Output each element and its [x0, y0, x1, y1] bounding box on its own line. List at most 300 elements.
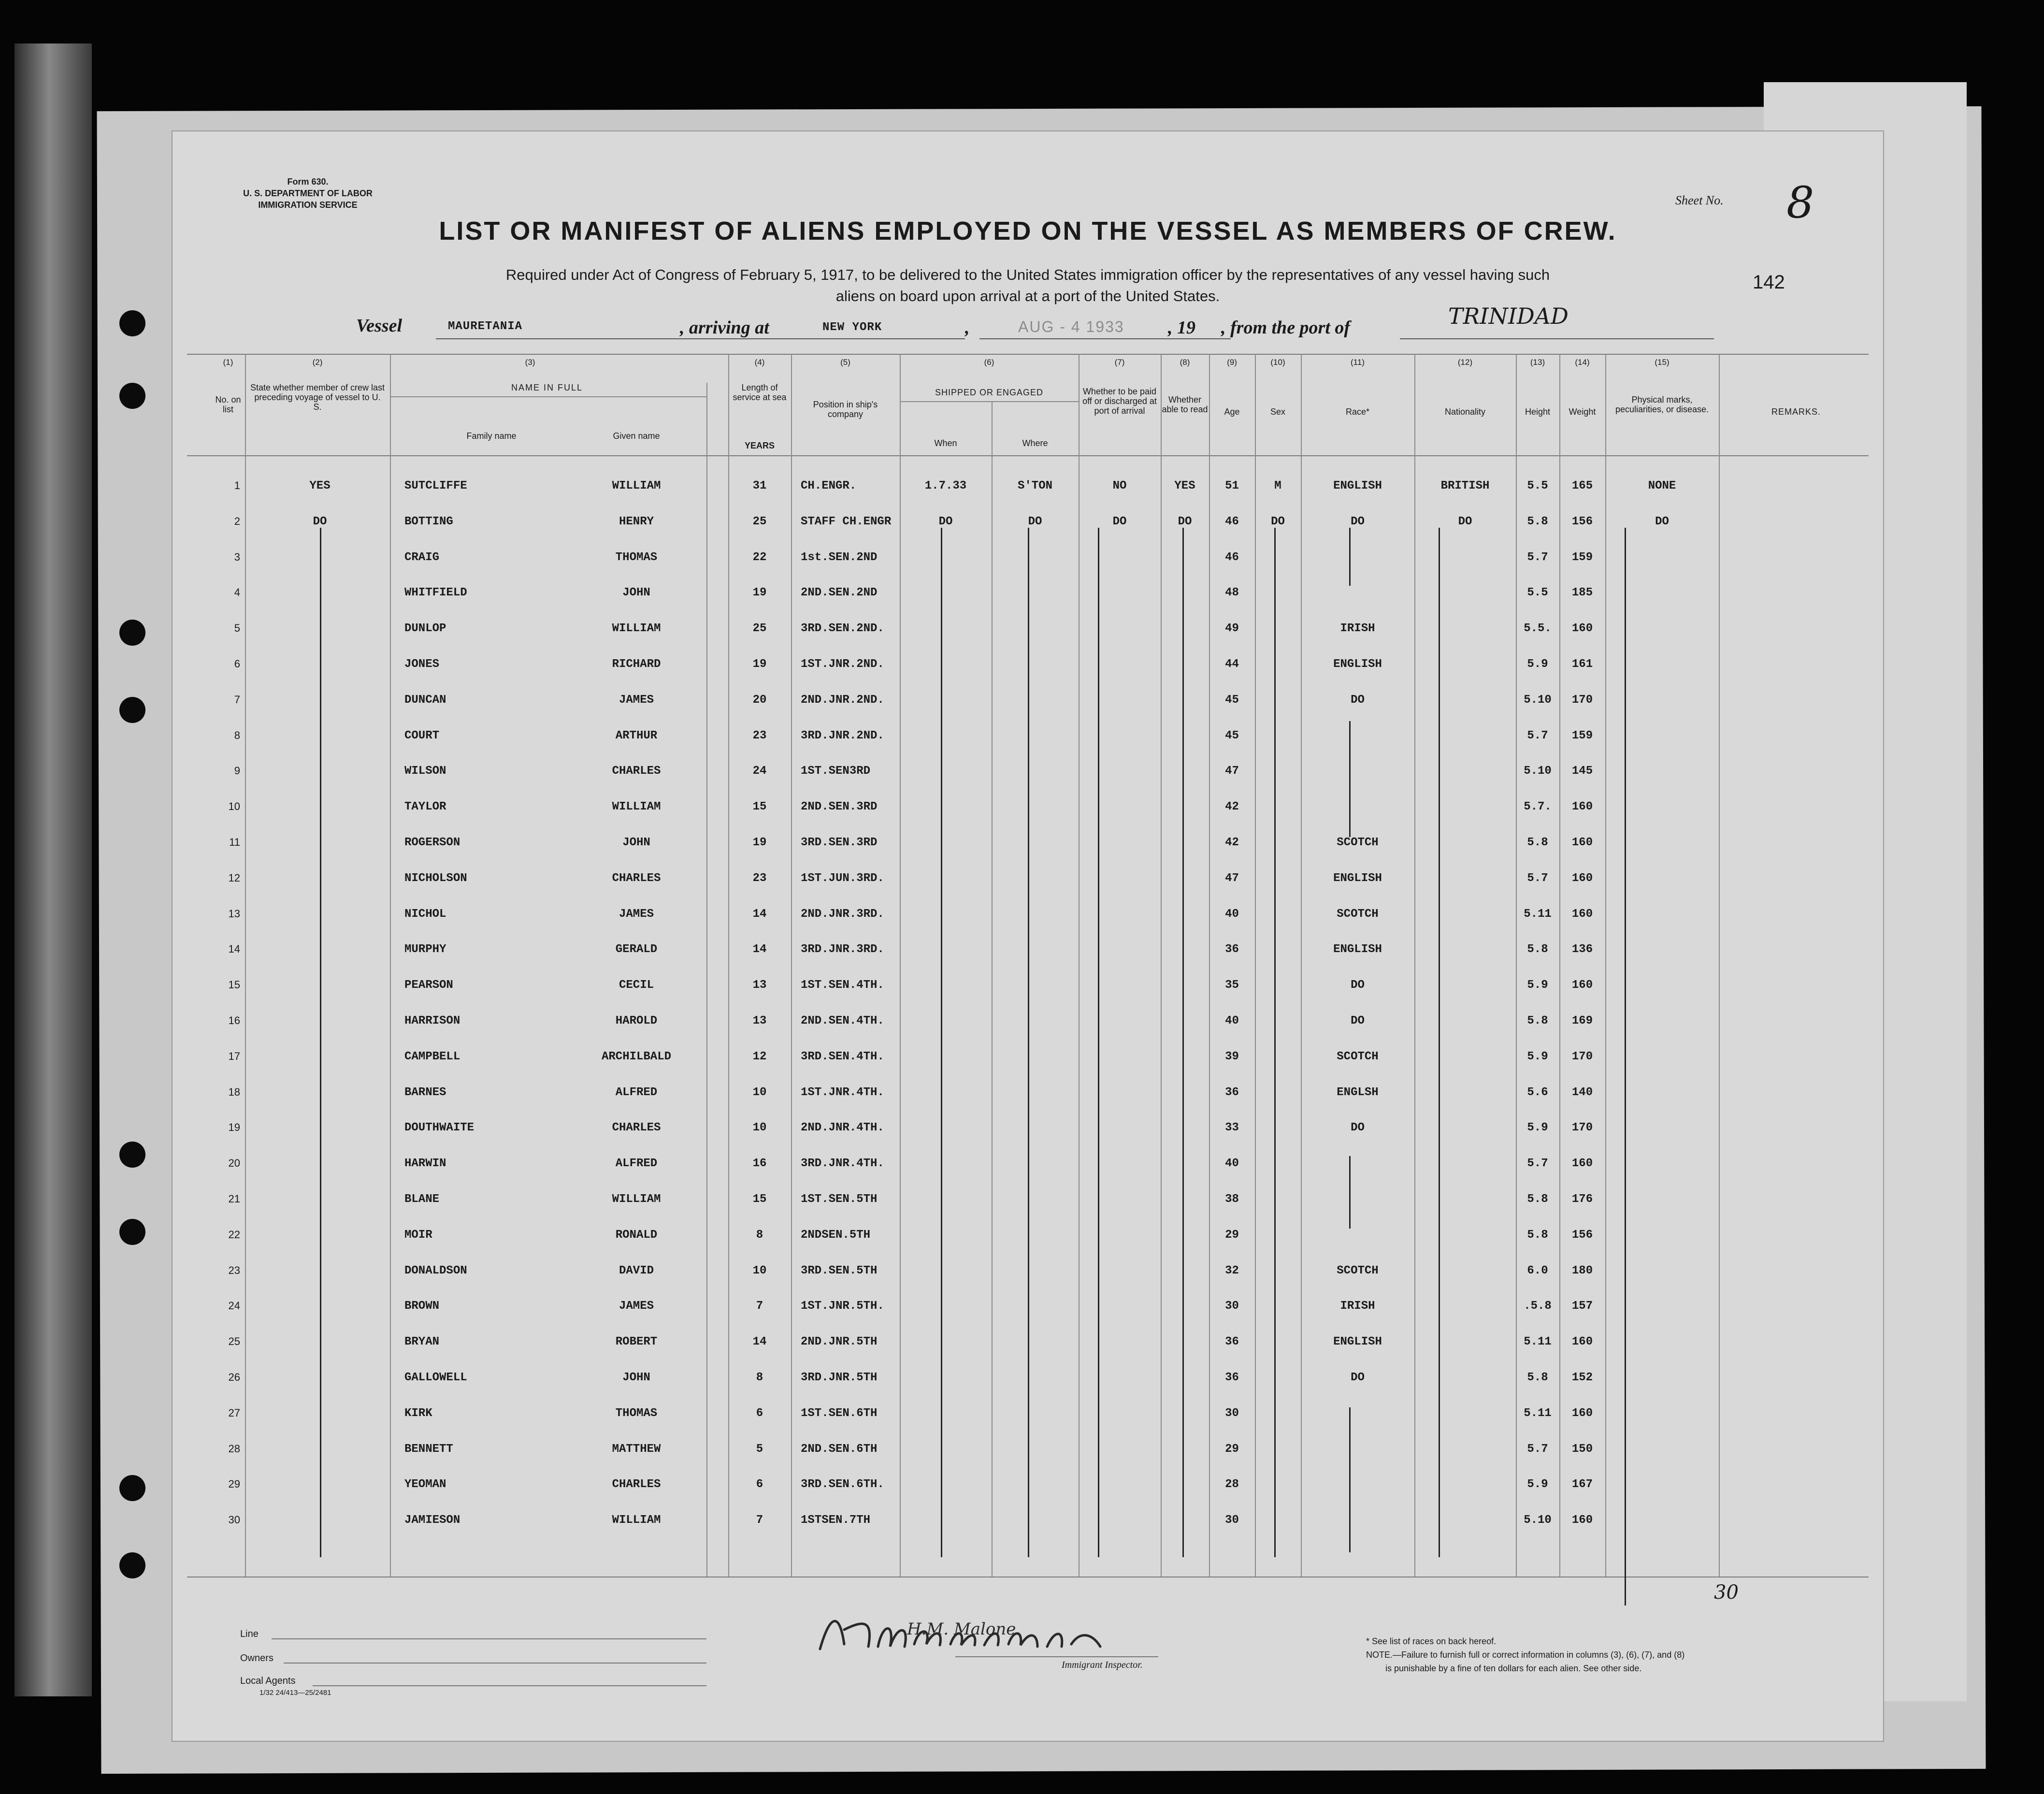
cell-weight: 150: [1571, 1443, 1593, 1456]
cell-age: 47: [1225, 872, 1239, 885]
cell-age: 46: [1225, 551, 1239, 564]
cell-age: 38: [1225, 1193, 1239, 1206]
vessel-name: MAURETANIA: [448, 320, 523, 333]
sheet-label: Sheet No.: [1675, 193, 1724, 207]
cell-years: 25: [752, 515, 767, 528]
cell-given: WILLIAM: [612, 622, 661, 635]
punch-hole: [119, 383, 145, 409]
col-num: (8): [1180, 358, 1190, 367]
cell-age: 42: [1225, 836, 1239, 849]
cell-years: 14: [752, 943, 767, 956]
cell-years: 22: [752, 551, 767, 564]
col-num: (12): [1457, 358, 1473, 367]
cell-weight: 156: [1571, 515, 1593, 528]
cell-family: DUNLOP: [404, 622, 446, 635]
cell-weight: 156: [1571, 1229, 1593, 1242]
row-number: 11: [229, 836, 240, 848]
header-shipped: SHIPPED OR ENGAGED: [935, 388, 1044, 397]
print-code: 1/32 24/413—25/2481: [259, 1689, 331, 1697]
col-num: (15): [1655, 358, 1670, 367]
cell-years: 24: [752, 765, 767, 778]
cell-family: DUNCAN: [404, 694, 446, 707]
header-paid-off: Whether to be paid off or discharged at port of arrival: [1082, 387, 1157, 416]
cell-height: 5.11: [1524, 1407, 1552, 1420]
cell-weight: 185: [1571, 586, 1593, 599]
row-number: 18: [228, 1086, 240, 1098]
cell-age: 44: [1225, 658, 1239, 671]
cell-weight: 170: [1571, 694, 1593, 707]
cell-height: 5.8: [1527, 1193, 1548, 1206]
cell-years: 19: [752, 586, 767, 599]
cell-height: 5.10: [1524, 1514, 1552, 1527]
cell-given: WILLIAM: [612, 800, 661, 813]
punch-hole: [119, 1142, 145, 1168]
punch-hole: [119, 1475, 145, 1501]
cell-years: 6: [756, 1478, 763, 1491]
cell-years: 7: [756, 1300, 763, 1313]
cell-position: 1ST.JUN.3RD.: [801, 872, 884, 885]
cell-age: 36: [1225, 1371, 1239, 1384]
cell-given: WILLIAM: [612, 479, 661, 492]
cell-years: 13: [752, 1014, 767, 1027]
document-subtitle: [317, 264, 1738, 307]
cell-position: 1ST.JNR.5TH.: [801, 1300, 884, 1313]
cell-given: RONALD: [615, 1229, 658, 1242]
cell-weight: 165: [1571, 479, 1593, 492]
cell-weight: 170: [1571, 1121, 1593, 1134]
cell-paid: NO: [1112, 479, 1127, 492]
header-given-name: Given name: [613, 431, 660, 441]
from-port-label: , from the port of: [1221, 318, 1351, 338]
cell-race: ENGLISH: [1333, 872, 1382, 885]
cell-given: ARCHILBALD: [601, 1050, 672, 1063]
col-num: (10): [1270, 358, 1285, 367]
cell-race: ENGLISH: [1333, 479, 1382, 492]
cell-years: 23: [752, 729, 767, 742]
cell-family: COURT: [404, 729, 440, 742]
row-number: 17: [228, 1050, 240, 1062]
cell-family: JONES: [404, 658, 440, 671]
cell-height: 5.8: [1527, 1229, 1548, 1242]
header-service: Length of service at sea: [733, 383, 787, 402]
cell-height: 5.7: [1527, 1157, 1548, 1170]
cell-family: SUTCLIFFE: [404, 479, 467, 492]
year-label: , 19: [1168, 318, 1195, 338]
cell-position: 1ST.SEN.4TH.: [801, 979, 884, 992]
cell-height: 5.5.: [1524, 622, 1552, 635]
cell-height: 5.7: [1527, 872, 1548, 885]
cell-position: 2ND.JNR.3RD.: [801, 908, 884, 921]
cell-years: 10: [752, 1264, 767, 1277]
cell-age: 47: [1225, 765, 1239, 778]
binder-edge: [14, 43, 92, 1696]
cell-given: GERALD: [615, 943, 658, 956]
cell-given: HENRY: [619, 515, 654, 528]
cell-age: 35: [1225, 979, 1239, 992]
cell-position: 3RD.JNR.2ND.: [801, 729, 884, 742]
page-number: 142: [1753, 272, 1785, 293]
cell-position: 1ST.SEN3RD: [801, 765, 871, 778]
from-port: TRINIDAD: [1448, 303, 1569, 329]
cell-height: 5.9: [1527, 1121, 1548, 1134]
cell-position: CH.ENGR.: [801, 479, 857, 492]
cell-weight: 159: [1571, 551, 1593, 564]
cell-age: 48: [1225, 586, 1239, 599]
cell-family: ROGERSON: [404, 836, 461, 849]
arriving-port: NEW YORK: [822, 321, 882, 334]
cell-position: 2NDSEN.5TH: [801, 1229, 871, 1242]
col-num: (6): [984, 358, 994, 367]
row-number: 24: [228, 1300, 240, 1312]
cell-race: SCOTCH: [1337, 908, 1379, 921]
cell-race: ENGLSH: [1337, 1086, 1379, 1099]
cell-nat: BRITISH: [1440, 479, 1490, 492]
header-name: NAME IN FULL: [511, 383, 583, 392]
local-agents-label: Local Agents: [240, 1676, 296, 1686]
cell-age: 36: [1225, 1335, 1239, 1348]
cell-height: 5.7: [1527, 1443, 1548, 1456]
cell-height: 6.0: [1527, 1264, 1548, 1277]
service: IMMIGRATION SERVICE: [258, 200, 358, 210]
cell-height: 5.9: [1527, 1478, 1548, 1491]
cell-age: 46: [1225, 515, 1239, 528]
cell-weight: 160: [1571, 1514, 1593, 1527]
cell-position: 2ND.SEN.4TH.: [801, 1014, 884, 1027]
row-number: 13: [228, 908, 240, 920]
col-num: (1): [223, 358, 233, 367]
cell-given: CHARLES: [612, 1121, 661, 1134]
row-number: 25: [228, 1335, 240, 1347]
cell-prev: YES: [309, 479, 331, 492]
cell-height: 5.7: [1527, 551, 1548, 564]
vessel-label: Vessel: [356, 316, 402, 336]
cell-given: THOMAS: [615, 1407, 658, 1420]
cell-given: HAROLD: [615, 1014, 658, 1027]
cell-position: 1ST.JNR.2ND.: [801, 658, 884, 671]
row-number: 30: [228, 1514, 240, 1526]
inspector-signature: [810, 1601, 1120, 1664]
cell-position: 3RD.JNR.5TH: [801, 1371, 878, 1384]
cell-position: 2ND.SEN.3RD: [801, 800, 878, 813]
cell-race: IRISH: [1340, 622, 1375, 635]
row-number: 2: [234, 515, 240, 527]
cell-family: DONALDSON: [404, 1264, 467, 1277]
cell-prev: DO: [313, 515, 327, 528]
manifest-sheet: Form 630. U. S. DEPARTMENT OF LABOR IMMIGRATION SERVICE Sheet No. 8 LIST OR MANIFEST OF ALIENS EMPLOYED ON THE VESSEL AS MEMBERS OF CREW. Required under Act of Congress of February 5, 1917, to be delivered to the United States immigration officer by the representatives of any vessel having such aliens on board upon arrival at a port of the United States. 142 Vessel MAURETANIA , arriving at NEW YORK , AUG - 4 1933 , 19 , from the port of TRINIDAD (1) (2) (3) (4) (5) (6) (7) (8) (9) (10) (11) (12) (13) (14) (15) No. on list State whether member of crew last preceding voyage of vessel to U. S. NAME IN FULL Family name Given name Length of service at sea YEARS Position in ship's company SHIPPED OR ENGAGED When Where Whether to be paid off or discharged at port of arrival Whether able to read Age Sex Race* Nationality Height Weight Physical marks, peculiarities, or disease. REMARKS. 1 YES SUTCLIFFE WILLIAM 31 CH.ENGR. 1.7.33 S'TON NO YES 51 M ENGLISH BRITISH 5.5 165 NONE 2 DO BOTTING HENRY 25 STAFF CH.ENGR DO DO DO DO 46 DO DO DO 5.8 156 DO 3 CRAIG THOMAS 22 1st.SEN.2ND 46 5.7 159 4 WHITFIELD JOHN 19 2ND.SEN.2ND 48 5.5 185 5 DUNLOP WILLIAM 25 3RD.SEN.2ND. 49 IRISH 5.5. 160 6 JONES RICHARD 19 1ST.JNR.2ND. 44 ENGLISH 5.9 161 7 DUNCAN JAMES 20 2ND.JNR.2ND. 45 DO 5.10 170 8 COURT ARTHUR 23 3RD.JNR.2ND. 45 5.7 159 9 WILSON CHARLES 24 1ST.SEN3RD 47 5.10 145 10 TAYLOR WILLIAM 15 2ND.SEN.3RD 42 5.7. 160 11 ROGERSON JOHN 19 3RD.SEN.3RD 42 SCOTCH 5.8 160 12 NICHOLSON CHARLES 23 1ST.JUN.3RD. 47 ENGLISH 5.7 160 13 NICHOL JAMES 14 2ND.JNR.3RD. 40 SCOTCH 5.11 160 14 MURPHY GERALD 14 3RD.JNR.3RD. 36 ENGLISH 5.8 136 15 PEARSON CECIL 13 1ST.SEN.4TH. 35 DO 5.9 160 16 HARRISON HAROLD 13 2ND.SEN.4TH. 40 DO 5.8 169 17 CAMPBELL ARCHILBALD 12 3RD.SEN.4TH. 39 SCOTCH 5.9 170 18 BARNES ALFRED 10 1ST.JNR.4TH. 36 ENGLSH 5.6 140 19 DOUTHWAITE CHARLES 10 2ND.JNR.4TH. 33 DO 5.9 170 20 HARWIN ALFRED 16 3RD.JNR.4TH. 40 5.7 160 21 BLANE WILLIAM 15 1ST.SEN.5TH 38 5.8 176 22 MOIR RONALD 8 2NDSEN.5TH 29 5.8 156 23 DONALDSON DAVID 10 3RD.SEN.5TH 32 SCOTCH 6.0 180 24 BROWN JAMES 7 1ST.JNR.5TH. 30 IRISH .5.8 157 25 BRYAN ROBERT 14 2ND.JNR.5TH 36 ENGLISH 5.11 160 26 GALLOWELL JOHN 8 3RD.JNR.5TH 36 DO 5.8 152 27 KIRK THOMAS 6 1ST.SEN.6TH 30 5.11 160 28 BENNETT MATTHEW 5 2ND.SEN.6TH 29 5.7 150 29 YEOMAN CHARLES 6 3RD.SEN.6TH. 28 5.9 167 30 JAMIESON WILLIAM 7 1STSEN.7TH 30 5.10 160 30 Line Owners Local Agents 1/32 24/413—25/2481 H.M. Malone Immigrant Inspector. * See list of races on back hereof. NOTE.—Failure to furnish full or correct information in columns (3), (6), (7), and (8) is punishable by a fine of ten dollars for each alien. See other side.: [172, 130, 1884, 1742]
header-prev-voyage: State whether member of crew last preceding voyage of vessel to U. S.: [250, 383, 385, 412]
header-when: When: [934, 438, 957, 448]
cell-given: ROBERT: [615, 1335, 658, 1348]
cell-height: 5.9: [1527, 979, 1548, 992]
cell-position: 3RD.SEN.4TH.: [801, 1050, 884, 1063]
cell-family: DOUTHWAITE: [404, 1121, 475, 1134]
cell-height: 5.8: [1527, 1014, 1548, 1027]
row-number: 26: [228, 1371, 240, 1383]
cell-family: BROWN: [404, 1300, 440, 1313]
cell-position: 3RD.SEN.2ND.: [801, 622, 884, 635]
cell-age: 39: [1225, 1050, 1239, 1063]
cell-family: BENNETT: [404, 1443, 453, 1456]
cell-race: DO: [1351, 1121, 1365, 1134]
cell-family: CAMPBELL: [404, 1050, 461, 1063]
cell-position: 3RD.JNR.3RD.: [801, 943, 884, 956]
cell-age: 45: [1225, 694, 1239, 707]
punch-hole: [119, 1552, 145, 1578]
cell-family: CRAIG: [404, 551, 440, 564]
cell-race: DO: [1351, 694, 1365, 707]
cell-age: 33: [1225, 1121, 1239, 1134]
cell-where: S'TON: [1017, 479, 1052, 492]
cell-height: 5.6: [1527, 1086, 1548, 1099]
cell-given: CECIL: [619, 979, 654, 992]
cell-weight: 160: [1571, 1157, 1593, 1170]
cell-years: 8: [756, 1229, 763, 1242]
col-num: (13): [1530, 358, 1545, 367]
cell-years: 31: [752, 479, 767, 492]
cell-family: WILSON: [404, 765, 446, 778]
cell-race: DO: [1351, 979, 1365, 992]
row-number: 20: [228, 1157, 240, 1169]
col-num: (2): [312, 358, 323, 367]
row-number: 1: [234, 479, 240, 492]
cell-position: 3RD.JNR.4TH.: [801, 1157, 884, 1170]
cell-position: 1st.SEN.2ND: [801, 551, 878, 564]
sheet-number: 8: [1786, 177, 1814, 228]
cell-race: ENGLISH: [1333, 658, 1382, 671]
cell-age: 40: [1225, 1157, 1239, 1170]
header-years: YEARS: [744, 441, 775, 450]
cell-family: MURPHY: [404, 943, 446, 956]
cell-sex: DO: [1271, 515, 1285, 528]
cell-given: JAMES: [619, 908, 654, 921]
col-num: (14): [1575, 358, 1590, 367]
header-height: Height: [1525, 407, 1551, 417]
cell-height: 5.5: [1527, 586, 1548, 599]
arriving-label: , arriving at: [680, 318, 769, 338]
cell-position: 2ND.JNR.2ND.: [801, 694, 884, 707]
cell-years: 6: [756, 1407, 763, 1420]
cell-family: WHITFIELD: [404, 586, 467, 599]
cell-where: DO: [1028, 515, 1042, 528]
header-sex: Sex: [1270, 407, 1286, 417]
cell-years: 12: [752, 1050, 767, 1063]
cell-age: 32: [1225, 1264, 1239, 1277]
cell-sex: M: [1274, 479, 1281, 492]
header-position: Position in ship's company: [813, 400, 878, 419]
cell-years: 10: [752, 1121, 767, 1134]
row-number: 8: [234, 729, 240, 741]
cell-when: 1.7.33: [924, 479, 967, 492]
cell-race: SCOTCH: [1337, 1050, 1379, 1063]
cell-family: TAYLOR: [404, 800, 446, 813]
row-number: 22: [228, 1229, 240, 1241]
cell-years: 7: [756, 1514, 763, 1527]
row-number: 12: [228, 872, 240, 884]
cell-years: 20: [752, 694, 767, 707]
cell-weight: 152: [1571, 1371, 1593, 1384]
cell-height: 5.11: [1524, 1335, 1552, 1348]
cell-marks: NONE: [1648, 479, 1676, 492]
cell-age: 36: [1225, 943, 1239, 956]
punch-hole: [119, 697, 145, 723]
cell-weight: 180: [1571, 1264, 1593, 1277]
cell-age: 49: [1225, 622, 1239, 635]
cell-position: STAFF CH.ENGR: [801, 515, 892, 528]
header-nationality: Nationality: [1444, 407, 1486, 417]
cell-race: SCOTCH: [1337, 836, 1379, 849]
subtitle-line-1: Required under Act of Congress of February 5, 1917, to be delivered to the United States immigration officer by the representatives of any vessel having such: [505, 266, 1550, 283]
cell-years: 14: [752, 1335, 767, 1348]
cell-age: 30: [1225, 1514, 1239, 1527]
row-number: 9: [234, 765, 240, 777]
cell-position: 3RD.SEN.5TH: [801, 1264, 878, 1277]
cell-years: 16: [752, 1157, 767, 1170]
cell-given: DAVID: [619, 1264, 654, 1277]
cell-position: 2ND.SEN.2ND: [801, 586, 878, 599]
cell-family: BARNES: [404, 1086, 446, 1099]
department: U. S. DEPARTMENT OF LABOR: [243, 188, 373, 198]
cell-weight: 160: [1571, 1335, 1593, 1348]
cell-race: DO: [1351, 1014, 1365, 1027]
cell-race: IRISH: [1340, 1300, 1375, 1313]
cell-family: PEARSON: [404, 979, 453, 992]
cell-height: 5.5: [1527, 479, 1548, 492]
cell-family: NICHOL: [404, 908, 446, 921]
row-number: 14: [228, 943, 240, 955]
cell-height: 5.9: [1527, 1050, 1548, 1063]
cell-given: MATTHEW: [612, 1443, 661, 1456]
header-family-name: Family name: [466, 431, 517, 441]
cell-position: 2ND.SEN.6TH: [801, 1443, 878, 1456]
col-num: (7): [1114, 358, 1125, 367]
cell-years: 5: [756, 1443, 763, 1456]
cell-given: ALFRED: [615, 1086, 658, 1099]
cell-family: NICHOLSON: [404, 872, 467, 885]
cell-given: WILLIAM: [612, 1193, 661, 1206]
owners-label: Owners: [240, 1653, 273, 1664]
header-age: Age: [1224, 407, 1240, 417]
cell-position: 3RD.SEN.6TH.: [801, 1478, 884, 1491]
row-number: 15: [228, 979, 240, 991]
cell-weight: 161: [1571, 658, 1593, 671]
cell-family: HARWIN: [404, 1157, 446, 1170]
header-no: No. on list: [215, 395, 241, 414]
row-number: 21: [228, 1193, 240, 1205]
cell-years: 10: [752, 1086, 767, 1099]
inspector-label: Immigrant Inspector.: [1062, 1660, 1143, 1670]
cell-position: 1ST.JNR.4TH.: [801, 1086, 884, 1099]
row-number: 27: [228, 1407, 240, 1419]
cell-height: 5.7.: [1524, 800, 1552, 813]
note-races: * See list of races on back hereof.: [1366, 1636, 1497, 1646]
cell-given: ALFRED: [615, 1157, 658, 1170]
form-number: Form 630.: [287, 177, 329, 187]
cell-height: .5.8: [1524, 1300, 1552, 1313]
row-number: 5: [234, 622, 240, 634]
cell-weight: 160: [1571, 800, 1593, 813]
cell-weight: 160: [1571, 836, 1593, 849]
form-identifier: [221, 176, 395, 211]
cell-years: 13: [752, 979, 767, 992]
cell-age: 28: [1225, 1478, 1239, 1491]
cell-years: 14: [752, 908, 767, 921]
cell-age: 36: [1225, 1086, 1239, 1099]
row-number: 29: [228, 1478, 240, 1490]
document-title: LIST OR MANIFEST OF ALIENS EMPLOYED ON THE VESSEL AS MEMBERS OF CREW.: [439, 217, 1617, 246]
cell-given: JAMES: [619, 1300, 654, 1313]
cell-position: 1ST.SEN.6TH: [801, 1407, 878, 1420]
cell-height: 5.9: [1527, 658, 1548, 671]
cell-read: YES: [1174, 479, 1195, 492]
row-number: 23: [228, 1264, 240, 1276]
cell-family: BOTTING: [404, 515, 453, 528]
cell-weight: 160: [1571, 1407, 1593, 1420]
cell-weight: 136: [1571, 943, 1593, 956]
cell-weight: 160: [1571, 622, 1593, 635]
cell-position: 1STSEN.7TH: [801, 1514, 871, 1527]
cell-years: 15: [752, 1193, 767, 1206]
cell-age: 30: [1225, 1300, 1239, 1313]
row-number: 19: [228, 1121, 240, 1133]
cell-given: WILLIAM: [612, 1514, 661, 1527]
row-number: 28: [228, 1443, 240, 1455]
cell-height: 5.10: [1524, 694, 1552, 707]
col-num: (4): [754, 358, 765, 367]
row-number: 6: [234, 658, 240, 670]
cell-position: 2ND.JNR.4TH.: [801, 1121, 884, 1134]
total-count: 30: [1714, 1581, 1739, 1604]
subtitle-line-2: aliens on board upon arrival at a port of the United States.: [835, 288, 1220, 304]
cell-paid: DO: [1112, 515, 1127, 528]
cell-years: 19: [752, 836, 767, 849]
cell-family: JAMIESON: [404, 1514, 461, 1527]
cell-height: 5.7: [1527, 729, 1548, 742]
cell-height: 5.8: [1527, 943, 1548, 956]
header-physical-marks: Physical marks, peculiarities, or disease.: [1615, 395, 1709, 414]
col-num: (11): [1351, 358, 1365, 367]
cell-age: 40: [1225, 908, 1239, 921]
row-number: 4: [234, 586, 240, 598]
cell-family: MOIR: [404, 1229, 432, 1242]
cell-age: 29: [1225, 1229, 1239, 1242]
cell-weight: 167: [1571, 1478, 1593, 1491]
punch-hole: [119, 620, 145, 646]
cell-given: CHARLES: [612, 1478, 661, 1491]
cell-given: JAMES: [619, 694, 654, 707]
header-weight: Weight: [1569, 407, 1596, 417]
punch-hole: [119, 310, 145, 336]
cell-family: HARRISON: [404, 1014, 461, 1027]
cell-race: SCOTCH: [1337, 1264, 1379, 1277]
cell-family: BRYAN: [404, 1335, 440, 1348]
cell-marks: DO: [1655, 515, 1669, 528]
col-num: (5): [840, 358, 850, 367]
cell-weight: 160: [1571, 872, 1593, 885]
cell-nat: DO: [1458, 515, 1472, 528]
cell-family: KIRK: [404, 1407, 432, 1420]
cell-given: RICHARD: [612, 658, 661, 671]
cell-weight: 140: [1571, 1086, 1593, 1099]
cell-race: DO: [1351, 515, 1365, 528]
cell-family: BLANE: [404, 1193, 440, 1206]
note-failure: NOTE.—Failure to furnish full or correct information in columns (3), (6), (7), and (8): [1366, 1650, 1685, 1660]
header-read: Whether able to read: [1162, 395, 1208, 414]
cell-age: 45: [1225, 729, 1239, 742]
cell-years: 15: [752, 800, 767, 813]
cell-weight: 169: [1571, 1014, 1593, 1027]
cell-height: 5.11: [1524, 908, 1552, 921]
footer-note: [1366, 1635, 1825, 1675]
